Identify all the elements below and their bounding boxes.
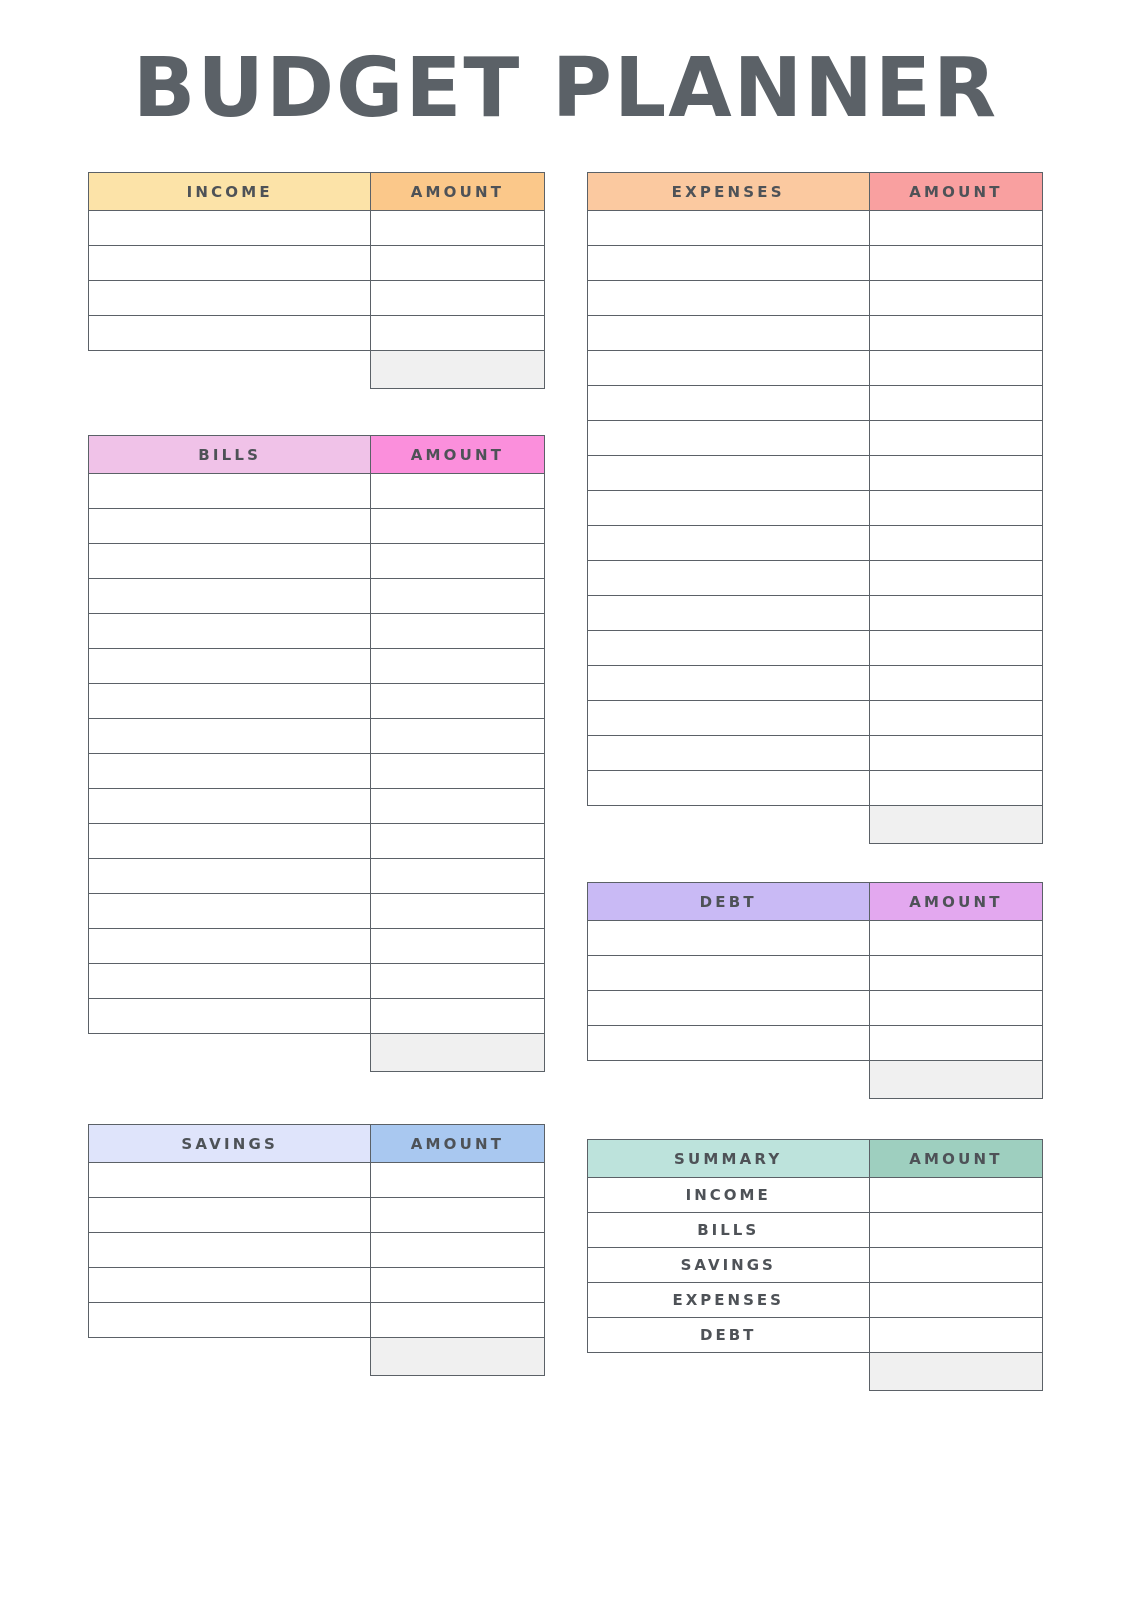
table-row — [89, 579, 545, 614]
table-row — [587, 526, 1043, 561]
summary-row-label: BILLS — [587, 1213, 869, 1248]
expenses-label-cell[interactable] — [587, 386, 869, 421]
income-label-cell[interactable] — [89, 316, 371, 351]
expenses-amount-cell[interactable] — [869, 421, 1042, 456]
table-row — [89, 316, 545, 351]
table-row — [89, 929, 545, 964]
expenses-label-cell[interactable] — [587, 281, 869, 316]
savings-total-cell[interactable] — [371, 1338, 544, 1376]
debt-label-cell[interactable] — [587, 921, 869, 956]
table-row — [89, 859, 545, 894]
expenses-amount-cell[interactable] — [869, 281, 1042, 316]
expenses-amount-cell[interactable] — [869, 631, 1042, 666]
bills-label-cell[interactable] — [89, 544, 371, 579]
summary-row-amount[interactable] — [869, 1213, 1042, 1248]
income-amount-header: AMOUNT — [371, 173, 544, 211]
expenses-label-cell[interactable] — [587, 491, 869, 526]
bills-label-cell[interactable] — [89, 614, 371, 649]
table-row — [587, 1318, 1043, 1353]
savings-block — [88, 1124, 545, 1376]
table-row — [587, 956, 1043, 991]
table-row — [89, 1233, 545, 1268]
expenses-amount-cell[interactable] — [869, 561, 1042, 596]
savings-amount-cell[interactable] — [371, 1303, 544, 1338]
income-label-cell[interactable] — [89, 246, 371, 281]
planner-columns — [0, 172, 1131, 1391]
debt-table — [587, 882, 1044, 1099]
bills-label-cell[interactable] — [89, 999, 371, 1034]
bills-label-cell[interactable] — [89, 509, 371, 544]
expenses-label-cell[interactable] — [587, 351, 869, 386]
bills-amount-cell[interactable] — [371, 859, 544, 894]
savings-table — [88, 1124, 545, 1376]
savings-total-row — [89, 1338, 545, 1376]
table-row — [89, 474, 545, 509]
table-row — [587, 771, 1043, 806]
table-row — [89, 684, 545, 719]
summary-row-label: DEBT — [587, 1318, 869, 1353]
income-header: INCOME — [89, 173, 371, 211]
savings-header-row — [89, 1125, 545, 1163]
savings-label-cell[interactable] — [89, 1303, 371, 1338]
table-row — [587, 1178, 1043, 1213]
expenses-amount-cell[interactable] — [869, 666, 1042, 701]
bills-amount-cell[interactable] — [371, 789, 544, 824]
expenses-body — [587, 211, 1043, 844]
summary-row-label: SAVINGS — [587, 1248, 869, 1283]
bills-amount-cell[interactable] — [371, 649, 544, 684]
expenses-amount-cell[interactable] — [869, 351, 1042, 386]
summary-amount-header: AMOUNT — [869, 1140, 1042, 1178]
income-header-row — [89, 173, 545, 211]
expenses-amount-cell[interactable] — [869, 386, 1042, 421]
table-row — [89, 1303, 545, 1338]
page-title: BUDGET PLANNER — [132, 41, 999, 136]
bills-label-cell[interactable] — [89, 754, 371, 789]
debt-amount-cell[interactable] — [869, 1026, 1042, 1061]
bills-header: BILLS — [89, 436, 371, 474]
table-row — [587, 991, 1043, 1026]
income-total-cell[interactable] — [371, 351, 544, 389]
expenses-amount-cell[interactable] — [869, 211, 1042, 246]
bills-amount-cell[interactable] — [371, 544, 544, 579]
table-row — [89, 754, 545, 789]
table-row — [587, 351, 1043, 386]
savings-amount-header: AMOUNT — [371, 1125, 544, 1163]
expenses-amount-cell[interactable] — [869, 701, 1042, 736]
expenses-total-cell[interactable] — [869, 806, 1042, 844]
expenses-total-row — [587, 806, 1043, 844]
summary-header-row — [587, 1140, 1043, 1178]
bills-total-row — [89, 1034, 545, 1072]
table-row — [587, 1026, 1043, 1061]
spacer-cell — [587, 806, 869, 844]
spacer-cell — [587, 1061, 869, 1099]
table-row — [587, 491, 1043, 526]
expenses-label-cell[interactable] — [587, 211, 869, 246]
bills-amount-cell[interactable] — [371, 929, 544, 964]
expenses-label-cell[interactable] — [587, 246, 869, 281]
table-row — [89, 824, 545, 859]
spacer-cell — [587, 1353, 869, 1391]
expenses-amount-cell[interactable] — [869, 736, 1042, 771]
expenses-header-row — [587, 173, 1043, 211]
expenses-label-cell[interactable] — [587, 421, 869, 456]
debt-label-cell[interactable] — [587, 991, 869, 1026]
bills-amount-cell[interactable] — [371, 509, 544, 544]
summary-row-amount[interactable] — [869, 1178, 1042, 1213]
expenses-label-cell[interactable] — [587, 596, 869, 631]
table-row — [587, 421, 1043, 456]
bills-amount-cell[interactable] — [371, 894, 544, 929]
bills-label-cell[interactable] — [89, 824, 371, 859]
summary-table — [587, 1139, 1044, 1391]
income-table — [88, 172, 545, 389]
table-row — [89, 649, 545, 684]
table-row — [587, 1283, 1043, 1318]
bills-label-cell[interactable] — [89, 579, 371, 614]
bills-label-cell[interactable] — [89, 894, 371, 929]
bills-label-cell[interactable] — [89, 684, 371, 719]
savings-amount-cell[interactable] — [371, 1198, 544, 1233]
table-row — [587, 666, 1043, 701]
savings-label-cell[interactable] — [89, 1198, 371, 1233]
expenses-label-cell[interactable] — [587, 561, 869, 596]
table-row — [587, 246, 1043, 281]
bills-amount-cell[interactable] — [371, 684, 544, 719]
table-row — [587, 701, 1043, 736]
debt-header: DEBT — [587, 883, 869, 921]
summary-block — [587, 1139, 1044, 1391]
table-row — [587, 561, 1043, 596]
income-amount-cell[interactable] — [371, 316, 544, 351]
income-label-cell[interactable] — [89, 211, 371, 246]
bills-label-cell[interactable] — [89, 929, 371, 964]
bills-table — [88, 435, 545, 1072]
table-row — [587, 921, 1043, 956]
table-row — [587, 736, 1043, 771]
table-row — [587, 211, 1043, 246]
income-block — [88, 172, 545, 389]
table-row — [587, 456, 1043, 491]
expenses-amount-cell[interactable] — [869, 456, 1042, 491]
expenses-label-cell[interactable] — [587, 631, 869, 666]
debt-amount-cell[interactable] — [869, 956, 1042, 991]
expenses-amount-cell[interactable] — [869, 491, 1042, 526]
bills-block — [88, 435, 545, 1072]
summary-body — [587, 1178, 1043, 1391]
debt-total-row — [587, 1061, 1043, 1099]
bills-total-cell[interactable] — [371, 1034, 544, 1072]
table-row — [89, 894, 545, 929]
expenses-label-cell[interactable] — [587, 456, 869, 491]
income-amount-cell[interactable] — [371, 281, 544, 316]
bills-amount-cell[interactable] — [371, 719, 544, 754]
table-row — [587, 316, 1043, 351]
debt-label-cell[interactable] — [587, 1026, 869, 1061]
summary-header: SUMMARY — [587, 1140, 869, 1178]
table-row — [89, 246, 545, 281]
summary-row-amount[interactable] — [869, 1248, 1042, 1283]
left-column — [88, 172, 545, 1376]
savings-label-cell[interactable] — [89, 1163, 371, 1198]
expenses-amount-cell[interactable] — [869, 246, 1042, 281]
bills-label-cell[interactable] — [89, 649, 371, 684]
table-row — [89, 281, 545, 316]
expenses-label-cell[interactable] — [587, 526, 869, 561]
bills-label-cell[interactable] — [89, 964, 371, 999]
table-row — [89, 999, 545, 1034]
table-row — [89, 614, 545, 649]
expenses-amount-cell[interactable] — [869, 771, 1042, 806]
bills-amount-cell[interactable] — [371, 754, 544, 789]
savings-body — [89, 1163, 545, 1376]
summary-total-cell[interactable] — [869, 1353, 1042, 1391]
debt-block — [587, 882, 1044, 1099]
expenses-label-cell[interactable] — [587, 316, 869, 351]
table-row — [89, 211, 545, 246]
income-amount-cell[interactable] — [371, 246, 544, 281]
right-column — [587, 172, 1044, 1391]
bills-amount-cell[interactable] — [371, 964, 544, 999]
summary-row-amount[interactable] — [869, 1318, 1042, 1353]
bills-label-cell[interactable] — [89, 859, 371, 894]
table-row — [587, 631, 1043, 666]
bills-amount-cell[interactable] — [371, 614, 544, 649]
spacer — [88, 389, 545, 435]
table-row — [89, 509, 545, 544]
expenses-table — [587, 172, 1044, 844]
debt-body — [587, 921, 1043, 1099]
bills-label-cell[interactable] — [89, 789, 371, 824]
savings-amount-cell[interactable] — [371, 1268, 544, 1303]
expenses-amount-cell[interactable] — [869, 316, 1042, 351]
expenses-block — [587, 172, 1044, 844]
spacer — [587, 844, 1044, 882]
bills-amount-cell[interactable] — [371, 579, 544, 614]
expenses-label-cell[interactable] — [587, 701, 869, 736]
bills-amount-header: AMOUNT — [371, 436, 544, 474]
bills-label-cell[interactable] — [89, 474, 371, 509]
income-amount-cell[interactable] — [371, 211, 544, 246]
expenses-header: EXPENSES — [587, 173, 869, 211]
summary-row-label: INCOME — [587, 1178, 869, 1213]
spacer-cell — [89, 1034, 371, 1072]
bills-amount-cell[interactable] — [371, 999, 544, 1034]
spacer — [587, 1099, 1044, 1139]
table-row — [89, 1198, 545, 1233]
debt-amount-header: AMOUNT — [869, 883, 1042, 921]
table-row — [89, 544, 545, 579]
table-row — [89, 1268, 545, 1303]
spacer-cell — [89, 1338, 371, 1376]
table-row — [587, 1248, 1043, 1283]
income-label-cell[interactable] — [89, 281, 371, 316]
bills-header-row — [89, 436, 545, 474]
savings-label-cell[interactable] — [89, 1268, 371, 1303]
debt-amount-cell[interactable] — [869, 921, 1042, 956]
expenses-label-cell[interactable] — [587, 736, 869, 771]
debt-label-cell[interactable] — [587, 956, 869, 991]
summary-row-label: EXPENSES — [587, 1283, 869, 1318]
table-row — [89, 964, 545, 999]
bills-amount-cell[interactable] — [371, 474, 544, 509]
table-row — [89, 719, 545, 754]
table-row — [587, 386, 1043, 421]
debt-header-row — [587, 883, 1043, 921]
savings-label-cell[interactable] — [89, 1233, 371, 1268]
bills-label-cell[interactable] — [89, 719, 371, 754]
expenses-amount-header: AMOUNT — [869, 173, 1042, 211]
savings-amount-cell[interactable] — [371, 1233, 544, 1268]
table-row — [587, 596, 1043, 631]
table-row — [89, 1163, 545, 1198]
debt-total-cell[interactable] — [869, 1061, 1042, 1099]
savings-header: SAVINGS — [89, 1125, 371, 1163]
income-body — [89, 211, 545, 389]
bills-amount-cell[interactable] — [371, 824, 544, 859]
spacer-cell — [89, 351, 371, 389]
spacer — [88, 1072, 545, 1124]
summary-row-amount[interactable] — [869, 1283, 1042, 1318]
expenses-label-cell[interactable] — [587, 771, 869, 806]
debt-amount-cell[interactable] — [869, 991, 1042, 1026]
summary-total-row — [587, 1353, 1043, 1391]
savings-amount-cell[interactable] — [371, 1163, 544, 1198]
income-total-row — [89, 351, 545, 389]
expenses-label-cell[interactable] — [587, 666, 869, 701]
expenses-amount-cell[interactable] — [869, 526, 1042, 561]
bills-body — [89, 474, 545, 1072]
table-row — [587, 281, 1043, 316]
expenses-amount-cell[interactable] — [869, 596, 1042, 631]
table-row — [587, 1213, 1043, 1248]
table-row — [89, 789, 545, 824]
